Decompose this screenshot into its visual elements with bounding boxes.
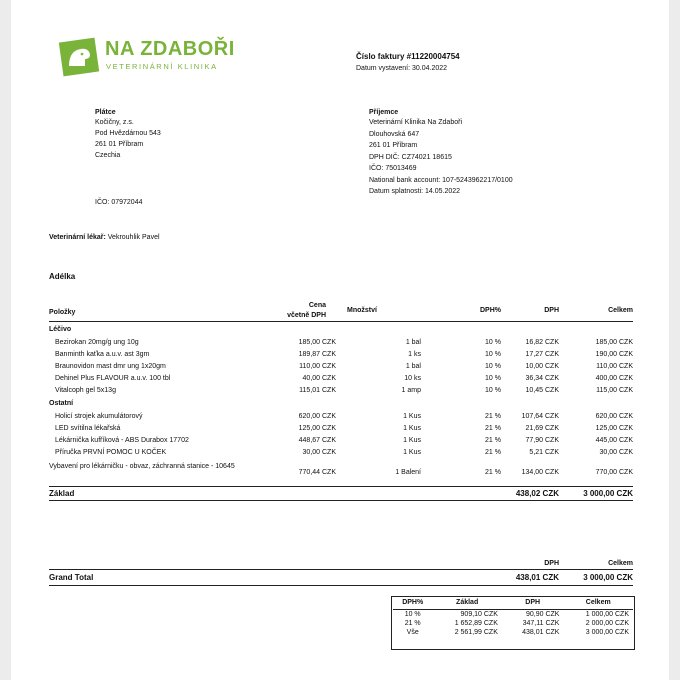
item-vat: 10 %	[485, 351, 501, 358]
item-dph: 10,45 CZK	[525, 387, 559, 394]
payer-heading: Plátce	[95, 109, 116, 116]
item-name: Braunovidon mast dmr ung 1x20gm	[55, 363, 166, 370]
zaklad-label: Základ	[49, 489, 75, 498]
item-price: 620,00 CZK	[298, 413, 336, 420]
item-price: 185,00 CZK	[298, 339, 336, 346]
item-price: 40,00 CZK	[302, 375, 336, 382]
item-total: 770,00 CZK	[595, 469, 633, 476]
item-price: 189,87 CZK	[298, 351, 336, 358]
item-total: 620,00 CZK	[595, 413, 633, 420]
item-vat: 21 %	[485, 425, 501, 432]
table-row	[11, 462, 669, 484]
summary-cell: 90,90 CZK	[526, 611, 560, 618]
payer-line: Czechia	[95, 152, 121, 159]
summary-cell: 3 000,00 CZK	[585, 629, 629, 636]
summary-cell: 21 %	[404, 620, 421, 627]
item-name: Příručka PRVNÍ POMOC U KOČEK	[55, 449, 167, 456]
summary-row	[393, 610, 633, 620]
vat-summary-table	[393, 598, 633, 637]
col-header-total: Celkem	[608, 307, 633, 314]
item-total: 115,00 CZK	[596, 387, 633, 394]
clinic-subtitle: VETERINÁRNÍ KLINIKA	[106, 62, 218, 71]
payer-block	[95, 108, 161, 161]
item-price: 110,00 CZK	[299, 363, 336, 370]
recipient-line: Datum splatnosti: 14.05.2022	[369, 188, 461, 195]
grand-total-header: Celkem	[608, 560, 633, 567]
item-qty: 1 Balení	[395, 469, 421, 476]
item-vat: 10 %	[485, 387, 501, 394]
item-name: Lékárnička kufříková - ABS Durabox 17702	[55, 437, 189, 444]
grand-top-rule	[49, 569, 633, 570]
header-divider	[49, 321, 633, 322]
item-dph: 10,00 CZK	[525, 363, 559, 370]
col-header-price: Cena včetně DPH	[287, 302, 326, 319]
invoice-number: Číslo faktury #11220004754	[356, 52, 460, 61]
item-qty: 1 Kus	[403, 425, 421, 432]
zaklad-total: 3 000,00 CZK	[583, 489, 633, 498]
recipient-block	[369, 108, 513, 198]
grand-dph-value: 438,01 CZK	[515, 573, 559, 582]
item-qty: 10 ks	[404, 375, 421, 382]
item-price: 30,00 CZK	[302, 449, 336, 456]
item-vat: 21 %	[485, 469, 501, 476]
summary-cell: 10 %	[404, 611, 421, 618]
item-total: 400,00 CZK	[595, 375, 633, 382]
payer-ico: IČO: 07972044	[95, 199, 143, 206]
table-row	[11, 361, 669, 372]
item-qty: 1 bal	[405, 363, 421, 370]
summary-header: DPH%	[393, 598, 432, 610]
summary-row	[393, 628, 633, 637]
item-vat: 10 %	[485, 363, 501, 370]
item-dph: 16,82 CZK	[525, 339, 559, 346]
item-vat: 10 %	[485, 339, 501, 346]
item-qty: 1 bal	[405, 339, 421, 346]
item-total: 185,00 CZK	[595, 339, 633, 346]
table-row	[11, 373, 669, 384]
item-dph: 5,21 CZK	[529, 449, 559, 456]
item-total: 110,00 CZK	[596, 363, 633, 370]
col-header-dph: DPH	[544, 307, 559, 314]
table-row	[11, 423, 669, 434]
item-dph: 77,90 CZK	[525, 437, 559, 444]
grand-bottom-rule	[49, 585, 633, 586]
summary-header: Celkem	[563, 598, 633, 610]
item-name: LED svítilna lékařská	[55, 425, 121, 432]
item-vat: 10 %	[485, 375, 501, 382]
grand-total-value: 3 000,00 CZK	[583, 573, 633, 582]
item-vat: 21 %	[485, 437, 501, 444]
grand-dph-header: DPH	[544, 560, 559, 567]
summary-header: DPH	[502, 598, 564, 610]
summary-cell: 1 000,00 CZK	[585, 611, 629, 618]
table-row	[11, 411, 669, 422]
zaklad-dph: 438,02 CZK	[515, 489, 559, 498]
summary-cell: 347,11 CZK	[522, 620, 560, 627]
recipient-heading: Příjemce	[369, 109, 399, 116]
item-qty: 1 Kus	[403, 437, 421, 444]
item-total: 125,00 CZK	[595, 425, 633, 432]
payer-line: Kočičny, z.s.	[95, 119, 134, 126]
item-price: 770,44 CZK	[298, 469, 336, 476]
item-name: Holicí strojek akumulátorový	[55, 413, 143, 420]
recipient-line: Veterinární Klinika Na Zdaboři	[369, 119, 462, 126]
table-row	[11, 447, 669, 458]
summary-cell: Vše	[406, 629, 419, 636]
item-qty: 1 Kus	[403, 413, 421, 420]
table-row	[11, 337, 669, 348]
item-name: Vitalcoph gel 5x13g	[55, 387, 116, 394]
col-header-vat: DPH%	[479, 307, 501, 314]
item-dph: 36,34 CZK	[525, 375, 559, 382]
item-price: 115,01 CZK	[299, 387, 336, 394]
item-vat: 21 %	[485, 449, 501, 456]
vet-line	[49, 233, 160, 242]
summary-cell: 2 561,99 CZK	[454, 629, 498, 636]
summary-row	[393, 619, 633, 628]
vet-name: Vekrouhlik Pavel	[107, 234, 160, 241]
vet-label: Veterinární lékař:	[49, 234, 106, 241]
item-name: Dehinel Plus FLAVOUR a.u.v. 100 tbl	[55, 375, 171, 382]
item-total: 445,00 CZK	[595, 437, 633, 444]
payer-line: Pod Hvězdárnou 543	[95, 130, 161, 137]
item-vat: 21 %	[485, 413, 501, 420]
summary-cell: 2 000,00 CZK	[585, 620, 629, 627]
summary-cell: 438,01 CZK	[522, 629, 560, 636]
item-name: Banminth kaťka a.u.v. ast 3gm	[55, 351, 150, 358]
item-name: Bezirokan 20mg/g ung 10g	[55, 339, 139, 346]
grand-total-label: Grand Total	[49, 573, 94, 582]
recipient-line: National bank account: 107-5243962217/0100	[369, 176, 513, 184]
zaklad-bottom-rule	[49, 500, 633, 501]
item-total: 30,00 CZK	[599, 449, 633, 456]
zaklad-top-rule	[49, 486, 633, 487]
item-dph: 107,64 CZK	[521, 413, 559, 420]
recipient-line: 261 01 Příbram	[369, 142, 418, 149]
item-dph: 134,00 CZK	[521, 469, 559, 476]
col-header-items: Položky	[49, 309, 76, 316]
item-qty: 1 Kus	[403, 449, 421, 456]
table-row	[11, 349, 669, 360]
invoice-page	[11, 0, 669, 680]
summary-header: Základ	[432, 598, 502, 610]
summary-cell: 1 652,89 CZK	[454, 620, 498, 627]
item-name: Vybavení pro lékárničku - obvaz, záchranná stanice - 10645	[49, 463, 235, 470]
item-qty: 1 amp	[401, 387, 421, 394]
recipient-line: Dlouhovská 647	[369, 130, 420, 138]
dog-head-icon	[57, 36, 101, 78]
item-qty: 1 ks	[408, 351, 421, 358]
item-dph: 21,69 CZK	[525, 425, 559, 432]
clinic-name: NA ZDABOŘI	[105, 38, 235, 60]
item-price: 448,67 CZK	[298, 437, 336, 444]
invoice-date: Datum vystavení: 30.04.2022	[356, 65, 448, 72]
summary-header-row	[393, 598, 633, 610]
item-price: 125,00 CZK	[298, 425, 336, 432]
col-header-qty: Množství	[347, 307, 377, 314]
recipient-line: DPH DIČ: CZ74021 18615	[369, 153, 452, 161]
category-label: Ostatní	[49, 400, 74, 407]
table-row	[11, 385, 669, 396]
section-title: Adélka	[49, 272, 76, 281]
item-total: 190,00 CZK	[595, 351, 633, 358]
item-dph: 17,27 CZK	[525, 351, 559, 358]
category-label: Léčivo	[49, 326, 72, 333]
recipient-line: IČO: 75013469	[369, 165, 417, 172]
payer-line: 261 01 Příbram	[95, 141, 144, 148]
summary-cell: 909,10 CZK	[460, 611, 498, 618]
table-row	[11, 435, 669, 446]
